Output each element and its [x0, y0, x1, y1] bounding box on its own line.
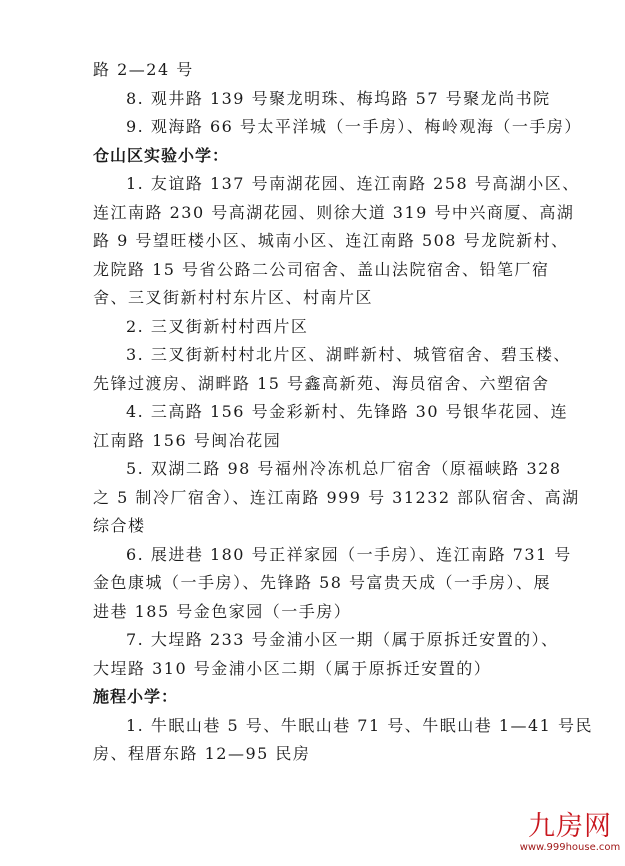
- list-item-1: 1. 友谊路 137 号南湖花园、连江南路 258 号高湖小区、: [126, 174, 580, 193]
- continuation-line: 江南路 156 号闽冶花园: [93, 430, 282, 450]
- continuation-line: 龙院路 15 号省公路二公司宿舍、盖山法院宿舍、铅笔厂宿: [93, 259, 550, 279]
- continuation-line: 连江南路 230 号高湖花园、则徐大道 319 号中兴商厦、高湖: [93, 202, 575, 222]
- section-heading-shicheng-school: 施程小学：: [93, 687, 179, 706]
- section-heading-cangshan-experimental-school: 仓山区实验小学：: [93, 145, 230, 165]
- continuation-line: 先锋过渡房、湖畔路 15 号鑫高新苑、海员宿舍、六塑宿舍: [93, 373, 550, 393]
- list-item-3: 3. 三叉街新村村北片区、湖畔新村、城管宿舍、碧玉楼、: [126, 345, 571, 364]
- continuation-line: 进巷 185 号金色家园（一手房）: [93, 601, 352, 621]
- continuation-line: 大埕路 310 号金浦小区二期（属于原拆迁安置的）: [93, 658, 492, 678]
- continuation-line: 之 5 制冷厂宿舍）、连江南路 999 号 31232 部队宿舍、高湖: [93, 487, 580, 507]
- continuation-line: 舍、三叉街新村村东片区、村南片区: [93, 288, 374, 307]
- watermark-url: www.999house.com: [519, 842, 621, 853]
- watermark-logo: [518, 812, 622, 854]
- list-item-2: 2. 三叉街新村村西片区: [126, 316, 309, 336]
- continuation-line: 路 2—24 号: [93, 60, 194, 79]
- watermark-logo-text: 九房网: [528, 811, 612, 842]
- list-item-4: 4. 三高路 156 号金彩新村、先锋路 30 号银华花园、连: [126, 402, 569, 421]
- continuation-line: 综合楼: [93, 516, 146, 535]
- list-item-1: 1. 牛眠山巷 5 号、牛眠山巷 71 号、牛眠山巷 1—41 号民: [126, 715, 593, 735]
- continuation-line: 房、程厝东路 12—95 民房: [93, 744, 311, 763]
- continuation-line: 金色康城（一手房）、先锋路 58 号富贵天成（一手房）、展: [93, 573, 552, 592]
- list-item-8: 8. 观井路 139 号聚龙明珠、梅坞路 57 号聚龙尚书院: [126, 88, 551, 108]
- continuation-line: 路 9 号望旺楼小区、城南小区、连江南路 508 号龙院新村、: [93, 231, 569, 250]
- document-page: [93, 56, 593, 769]
- list-item-6: 6. 展进巷 180 号正祥家园（一手房）、连江南路 731 号: [126, 544, 572, 564]
- list-item-7: 7. 大埕路 233 号金浦小区一期（属于原拆迁安置的）、: [126, 630, 559, 649]
- list-item-5: 5. 双湖二路 98 号福州冷冻机总厂宿舍（原福峡路 328: [126, 459, 562, 478]
- list-item-9: 9. 观海路 66 号太平洋城（一手房）、梅岭观海（一手房）: [126, 117, 582, 136]
